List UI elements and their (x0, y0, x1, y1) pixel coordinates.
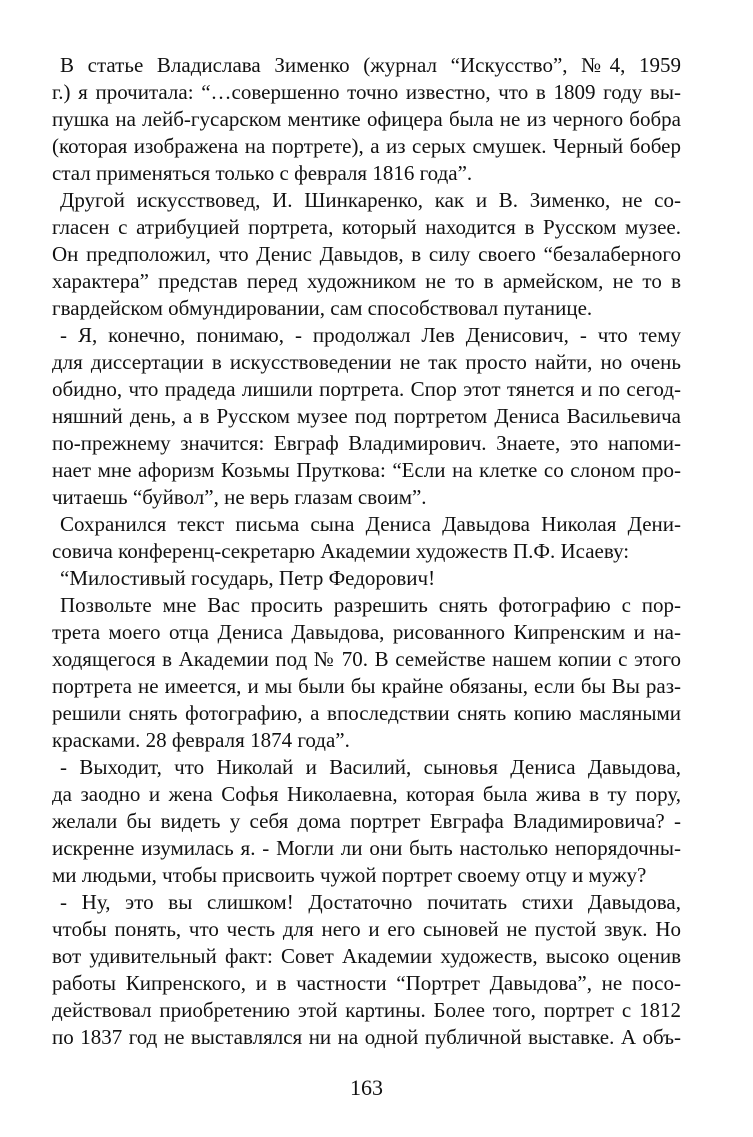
text-line: характера” представ перед художником не то в армейском, не то в (52, 269, 681, 293)
text-line: обидно, что прадеда лишили портрета. Спор этот тянется и по сегод- (52, 377, 681, 401)
text-line: действовал приобретению этой картины. Более того, портрет с 1812 (52, 998, 681, 1022)
text-line: по 1837 год не выставлялся ни на одной публичной выставке. А объ- (52, 1025, 681, 1049)
text-line: стал применяться только с февраля 1816 года”. (52, 161, 473, 185)
text-line: совича конференц-секретарю Академии художеств П.Ф. Исаеву: (52, 539, 630, 563)
text-line: ходящегося в Академии под № 70. В семействе нашем копии с этого (52, 647, 681, 671)
text-line: (которая изображена на портрете), а из серых смушек. Черный бобер (52, 134, 681, 158)
text-line: - Ну, это вы слишком! Достаточно почитать стихи Давыдова, (60, 890, 681, 914)
text-line: работы Кипренского, и в частности “Портрет Давыдова”, не посо- (52, 971, 681, 995)
text-line: - Выходит, что Николай и Василий, сыновья Дениса Давыдова, (60, 755, 681, 779)
text-line: нает мне афоризм Козьмы Пруткова: “Если на клетке со слоном про- (52, 458, 681, 482)
text-line: для диссертации в искусствоведении не так просто найти, но очень (52, 350, 681, 374)
text-line: В статье Владислава Зименко (журнал “Искусство”, №4, 1959 (60, 53, 681, 77)
text-line: желали бы видеть у себя дома портрет Евграфа Владимировича? - (52, 809, 681, 833)
text-line: вот удивительный факт: Совет Академии художеств, высоко оценив (52, 944, 681, 968)
text-line: портрета не имеется, и мы были бы крайне обязаны, если бы Вы раз- (52, 674, 681, 698)
text-line: трета моего отца Дениса Давыдова, рисованного Кипренским и на- (52, 620, 681, 644)
text-line: гласен с атрибуцией портрета, который находится в Русском музее. (52, 215, 681, 239)
text-line: чтобы понять, что честь для него и его сыновей не пустой звук. Но (52, 917, 681, 941)
text-line: Другой искусствовед, И. Шинкаренко, как и В. Зименко, не со- (60, 188, 681, 212)
text-line: Он предположил, что Денис Давыдов, в силу своего “безалаберного (52, 242, 681, 266)
text-line: Позвольте мне Вас просить разрешить снять фотографию с пор- (60, 593, 681, 617)
text-line: ми людьми, чтобы присвоить чужой портрет своему отцу и мужу? (52, 863, 647, 887)
text-line: “Милостивый государь, Петр Федорович! (60, 566, 436, 590)
text-line: читаешь “буйвол”, не верь глазам своим”. (52, 485, 427, 509)
text-line: красками. 28 февраля 1874 года”. (52, 728, 350, 752)
text-line: пушка на лейб-гусарском ментике офицера была не из черного бобра (52, 107, 681, 131)
text-line: г.) я прочитала: “…совершенно точно известно, что в 1809 году вы- (52, 80, 681, 104)
book-page (52, 52, 681, 1137)
text-line: да заодно и жена Софья Николаевна, которая была жива в ту пору, (52, 782, 681, 806)
text-line: по-прежнему значится: Евграф Владимирович. Знаете, это напоми- (52, 431, 681, 455)
page-number: 163 (350, 1075, 383, 1100)
text-line: няшний день, а в Русском музее под портретом Дениса Васильевича (52, 404, 681, 428)
text-line: Сохранился текст письма сына Дениса Давыдова Николая Дени- (60, 512, 681, 536)
text-line: решили снять фотографию, а впоследствии снять копию масляными (52, 701, 681, 725)
text-line: искренне изумилась я. - Могли ли они быть настолько непорядочны- (52, 836, 681, 860)
text-line: гвардейском обмундировании, сам способствовал путанице. (52, 296, 593, 320)
text-line: - Я, конечно, понимаю, - продолжал Лев Денисович, - что тему (60, 323, 681, 347)
